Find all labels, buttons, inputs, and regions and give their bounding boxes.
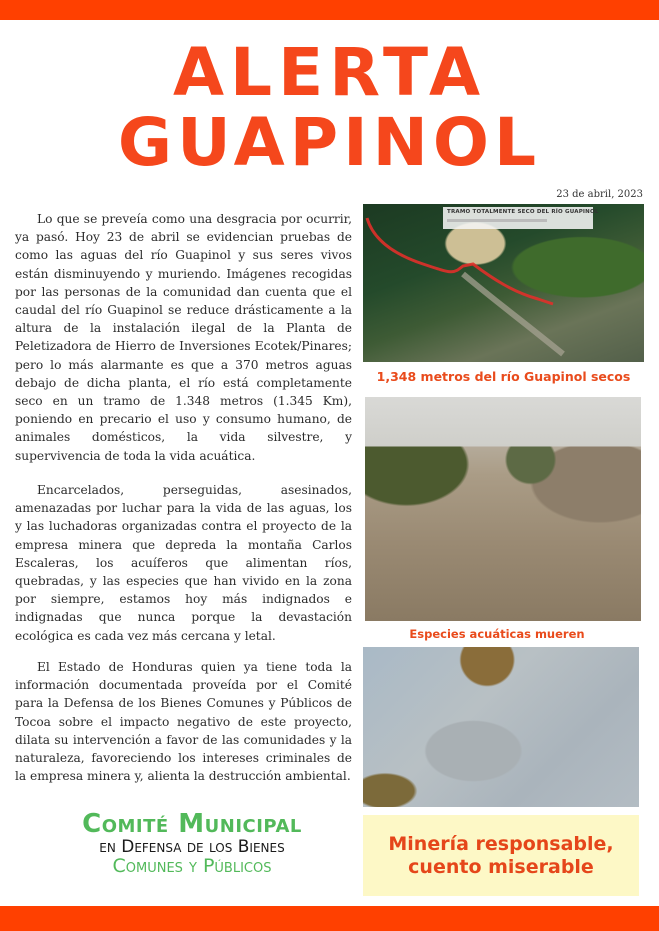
publication-date: 23 de abril, 2023 <box>556 189 643 200</box>
map-caption: 1,348 metros del río Guapinol secos <box>376 369 631 384</box>
logo-line-2: en Defensa de los Bienes <box>99 837 285 857</box>
map-overlay-subtitle <box>447 219 547 222</box>
slogan-box <box>363 815 639 896</box>
satellite-map-image <box>363 204 644 362</box>
article-paragraph-1: Lo que se preveía como una desgracia por ocurrir, ya pasó. Hoy 23 de abril se evidencian pruebas de como las aguas del río Guapinol y sus seres vivos están disminuyendo y muriendo. Imágenes recogidas por las personas de la comunidad dan cuenta que el caudal del río Guapinol se reduce drásticamente a la altura de la instalación ilegal de la Planta de Peletizadora de Hierro de Inversiones Ecotek/Pinares; pero lo más alarmante es que a 370 metros aguas debajo de dicha planta, el río está completamente seco en un tramo de 1.348 metros (1.345 Km), poniendo en precario el uso y consumo humano, de animales domésticos, la vida silvestre, y supervivencia de toda la vida acuática. <box>15 212 352 463</box>
stagnant-water-photo <box>363 647 639 807</box>
slogan-line-1: Minería responsable, <box>388 832 614 855</box>
top-banner-bar <box>0 0 659 20</box>
dry-riverbed-photo <box>365 397 641 621</box>
headline-alerta: ALERTA <box>172 34 487 111</box>
logo-line-3: Comunes y Públicos <box>112 855 272 877</box>
slogan-line-2: cuento miserable <box>408 855 594 878</box>
article-paragraph-2: Encarcelados, perseguidas, asesinados, amenazadas por luchar para la vida de las aguas, los y las luchadoras organizadas contra el proyecto de la empresa minera que depreda la montaña Carlos Escaleras, los acuíferos que alimentan ríos, quebradas, y las especies que han vivido en la zona por siempre, estamos hoy más indignados e indignadas que nunca porque la devastación ecológica es cada vez más cercana y letal. <box>15 483 352 643</box>
bottom-banner-bar <box>0 906 659 931</box>
riverbed-caption: Especies acuáticas mueren <box>363 625 631 643</box>
headline-guapinol: GUAPINOL <box>117 104 542 181</box>
map-overlay-title: TRAMO TOTALMENTE SECO DEL RÍO GUAPINOL <box>447 209 599 215</box>
logo-line-1: Comité Municipal <box>82 809 302 839</box>
article-paragraph-3: El Estado de Honduras quien ya tiene toda la información documentada proveída por el Comité para la Defensa de los Bienes Comunes y Públicos de Tocoa sobre el impacto negativo de este proyecto, dilata su intervención a favor de las comunidades y la naturaleza, favoreciendo los intereses criminales de la empresa minera y, alienta la destrucción ambiental. <box>15 660 352 784</box>
comite-municipal-logo <box>62 811 322 876</box>
map-overlay-label <box>443 207 599 229</box>
